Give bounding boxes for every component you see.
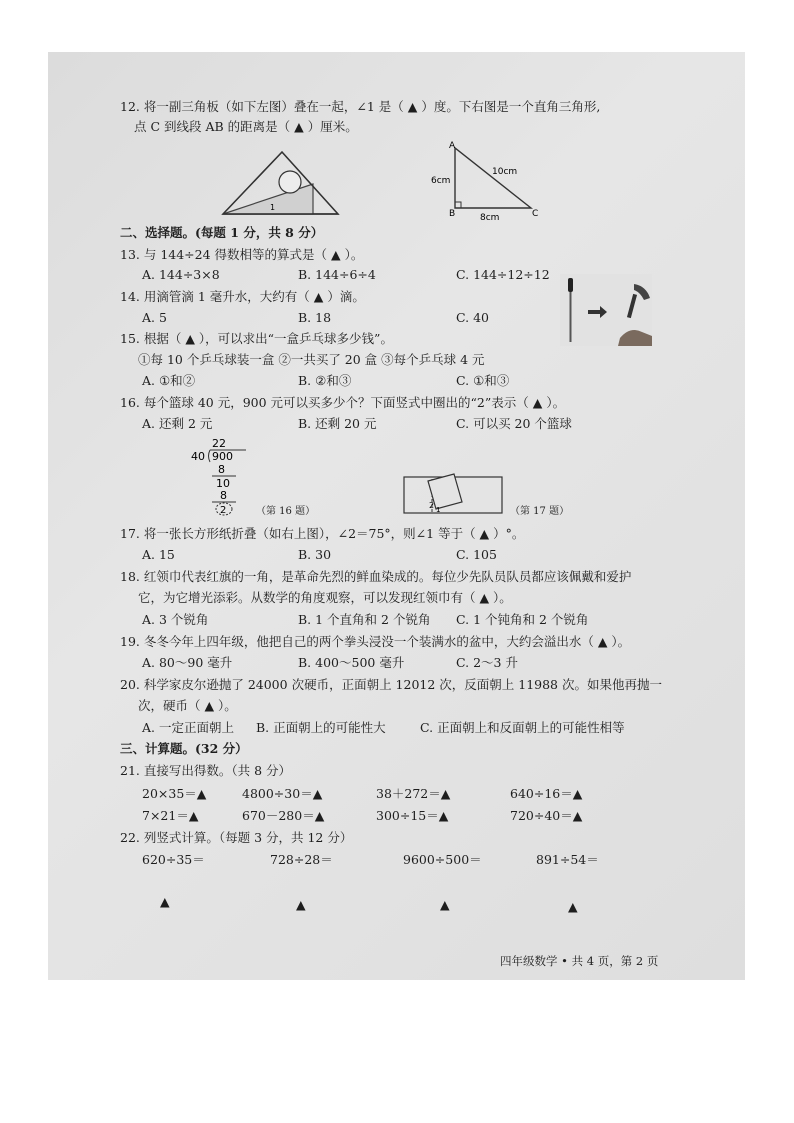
right-triangle-abc <box>428 140 553 220</box>
q14-stem: 14. 用滴管滴 1 毫升水，大约有（ ▲ ）滴。 <box>120 289 365 304</box>
quotient: 22 <box>212 437 226 450</box>
q21-item: 640÷16＝▲ <box>510 786 583 801</box>
side-bc-label: 8cm <box>480 213 500 220</box>
step-1: 8 <box>218 463 225 476</box>
dividend: 900 <box>212 450 233 463</box>
q21-item: 4800÷30＝▲ <box>242 786 323 801</box>
q22-answer-mark: ▲ <box>568 899 578 914</box>
figure-16-caption: （第 16 题） <box>256 506 316 517</box>
q22-item: 620÷35＝ <box>142 852 205 867</box>
q22-answer-mark: ▲ <box>160 894 170 909</box>
q15-option-b: B. ②和③ <box>298 373 352 388</box>
q21-item: 20×35＝▲ <box>142 786 207 801</box>
q18-option-b: B. 1 个直角和 2 个锐角 <box>298 612 431 627</box>
figure-17-caption: （第 17 题） <box>510 506 570 517</box>
angle-1-label: 1 <box>270 203 276 212</box>
set-square-figure <box>218 144 343 216</box>
q19-stem: 19. 冬冬今年上四年级，他把自己的两个拳头浸没一个装满水的盆中，大约会溢出水（ ▲ ）。 <box>120 634 631 649</box>
q22-answer-mark: ▲ <box>440 897 450 912</box>
step-3: 8 <box>220 489 227 502</box>
q15-option-c: C. ①和③ <box>456 373 510 388</box>
q16-option-a: A. 还剩 2 元 <box>142 416 213 431</box>
q12-line1: 12. 将一副三角板（如下左图）叠在一起，∠1 是（ ▲ ）度。下右图是一个直角三角形, <box>120 99 601 114</box>
q16-option-c: C. 可以买 20 个篮球 <box>456 416 572 431</box>
q13-option-b: B. 144÷6÷4 <box>298 267 376 282</box>
q17-option-b: B. 30 <box>298 547 332 562</box>
page-footer: 四年级数学 • 共 4 页，第 2 页 <box>500 954 659 968</box>
q15-option-a: A. ①和② <box>142 373 196 388</box>
q20-line2: 次，硬币（ ▲ ）。 <box>138 698 237 713</box>
q17-option-c: C. 105 <box>456 547 497 562</box>
angle-2-label: 2 <box>429 501 435 510</box>
q18-line2: 它，为它增光添彩。从数学的角度观察，可以发现红领巾有（ ▲ ）。 <box>138 590 512 605</box>
q22-item: 728÷28＝ <box>270 852 333 867</box>
q20-option-c: C. 正面朝上和反面朝上的可能性相等 <box>420 720 625 735</box>
q17-option-a: A. 15 <box>142 547 175 562</box>
q14-option-b: B. 18 <box>298 310 332 325</box>
side-ab-label: 6cm <box>431 176 451 186</box>
q16-stem: 16. 每个篮球 40 元，900 元可以买多少个？下面竖式中圈出的“2”表示（ ▲ ）。 <box>120 395 566 410</box>
q22-item: 9600÷500＝ <box>403 852 482 867</box>
q13-option-c: C. 144÷12÷12 <box>456 267 550 282</box>
q15-conditions: ①每 10 个乒乓球装一盒 ②一共买了 20 盒 ③每个乒乓球 4 元 <box>138 352 485 367</box>
q13-stem: 13. 与 144÷24 得数相等的算式是（ ▲ ）。 <box>120 247 364 262</box>
step-2: 10 <box>216 477 230 490</box>
q16-option-b: B. 还剩 20 元 <box>298 416 377 431</box>
dropper-photo <box>560 274 652 346</box>
q14-option-a: A. 5 <box>142 310 167 325</box>
q18-option-c: C. 1 个钝角和 2 个锐角 <box>456 612 589 627</box>
q21-item: 7×21＝▲ <box>142 808 199 823</box>
q22-answer-mark: ▲ <box>296 897 306 912</box>
q22-item: 891÷54＝ <box>536 852 599 867</box>
section-2-title: 二、选择题。(每题 1 分，共 8 分） <box>120 225 324 240</box>
side-ac-label: 10cm <box>492 167 518 177</box>
q18-line1: 18. 红领巾代表红旗的一角，是革命先烈的鲜血染成的。每位少先队员队员都应该佩戴和爱护 <box>120 569 632 584</box>
q14-option-c: C. 40 <box>456 310 489 325</box>
angle-1-label: 1 <box>436 506 441 514</box>
q17-stem: 17. 将一张长方形纸折叠（如右上图），∠2＝75°，则∠1 等于（ ▲ ）°。 <box>120 526 525 541</box>
q20-option-b: B. 正面朝上的可能性大 <box>256 720 386 735</box>
vertex-b: B <box>449 209 456 219</box>
divisor: 40 <box>191 450 205 463</box>
vertex-a: A <box>449 141 456 151</box>
q20-option-a: A. 一定正面朝上 <box>142 720 234 735</box>
vertex-c: C <box>532 209 539 219</box>
q13-option-a: A. 144÷3×8 <box>142 267 220 282</box>
q21-item: 300÷15＝▲ <box>376 808 449 823</box>
circled-remainder: 2 <box>220 505 227 516</box>
q22-stem: 22. 列竖式计算。（每题 3 分，共 12 分） <box>120 830 353 845</box>
q21-stem: 21. 直接写出得数。（共 8 分） <box>120 763 292 778</box>
q20-line1: 20. 科学家皮尔逊抛了 24000 次硬币，正面朝上 12012 次，反面朝上 11988 次。如果他再抛一 <box>120 677 662 692</box>
folded-paper-figure <box>400 472 508 520</box>
q12-line2: 点 C 到线段 AB 的距离是（ ▲ ）厘米。 <box>134 119 358 134</box>
q21-item: 670－280＝▲ <box>242 808 325 823</box>
q19-option-c: C. 2～3 升 <box>456 655 518 670</box>
q18-option-a: A. 3 个锐角 <box>142 612 209 627</box>
q15-stem: 15. 根据（ ▲ ），可以求出“一盒乒乓球多少钱”。 <box>120 331 393 346</box>
q21-item: 720÷40＝▲ <box>510 808 583 823</box>
section-3-title: 三、计算题。(32 分） <box>120 741 248 756</box>
q19-option-b: B. 400～500 毫升 <box>298 655 405 670</box>
exam-page <box>48 52 745 980</box>
q21-item: 38＋272＝▲ <box>376 786 451 801</box>
q19-option-a: A. 80～90 毫升 <box>142 655 233 670</box>
